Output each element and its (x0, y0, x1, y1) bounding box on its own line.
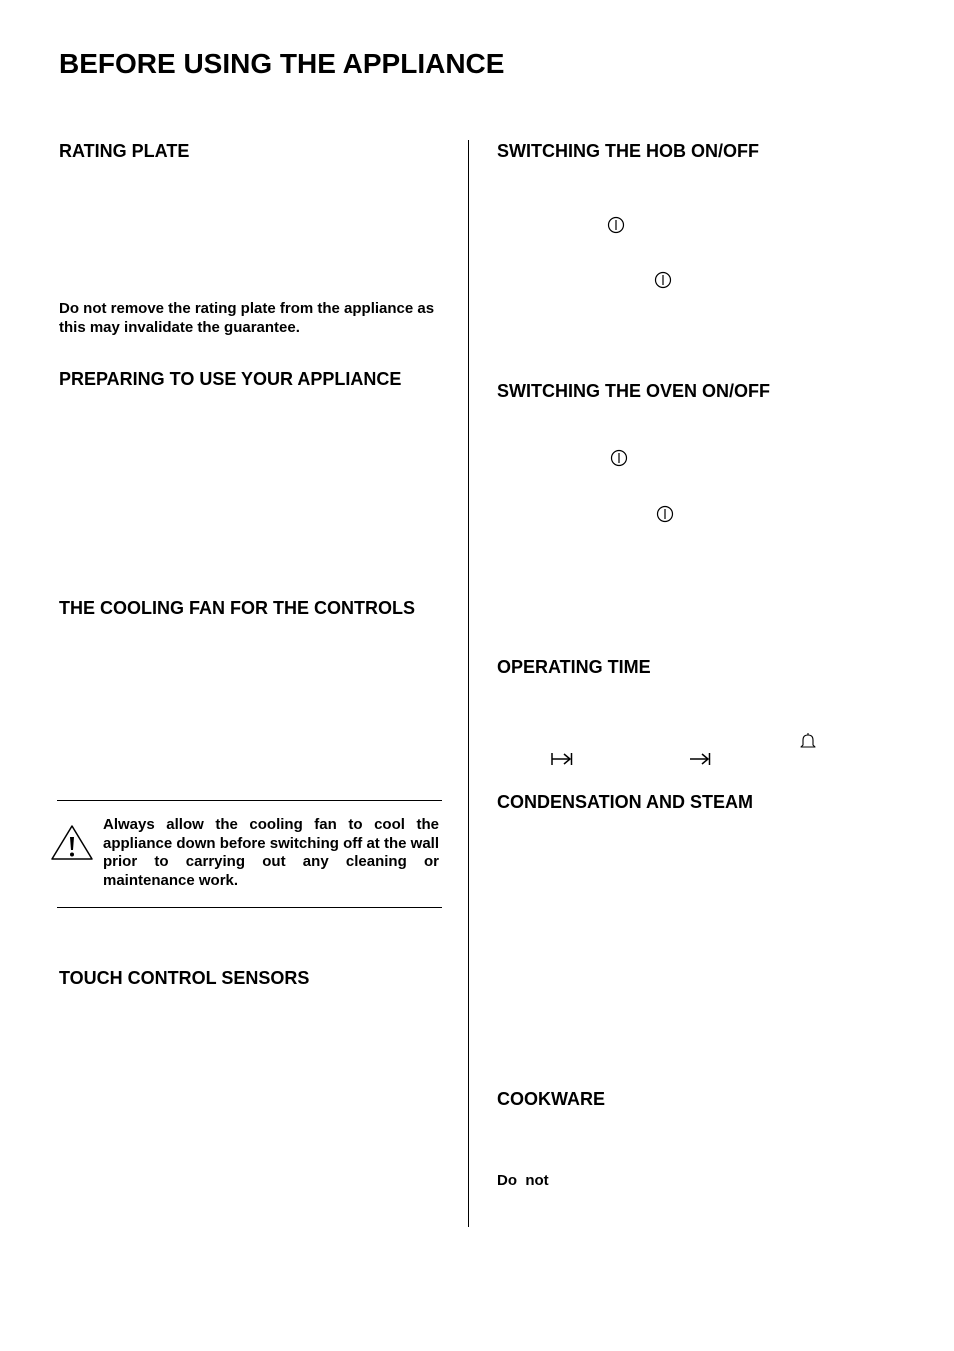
condensation-heading: CONDENSATION AND STEAM (497, 792, 753, 812)
cooling-fan-heading: THE COOLING FAN FOR THE CONTROLS (59, 598, 415, 618)
cookware-heading: COOKWARE (497, 1089, 605, 1109)
power-icon (610, 449, 628, 467)
hob-heading: SWITCHING THE HOB ON/OFF (497, 141, 759, 161)
column-divider (468, 140, 469, 1227)
cooling-fan-caution: Always allow the cooling fan to cool the appliance down before switching off at the wall prior to carrying out any cleaning or maintenance work. (103, 816, 439, 889)
warning-top-rule (57, 800, 442, 801)
oven-heading: SWITCHING THE OVEN ON/OFF (497, 381, 770, 401)
warning-triangle-icon (50, 824, 94, 862)
duration-icon (550, 751, 574, 767)
rating-plate-heading: RATING PLATE (59, 141, 190, 161)
end-time-icon (688, 751, 712, 767)
page-title: BEFORE USING THE APPLIANCE (59, 48, 505, 79)
power-icon (656, 505, 674, 523)
touch-control-heading: TOUCH CONTROL SENSORS (59, 968, 310, 988)
operating-time-heading: OPERATING TIME (497, 657, 651, 677)
power-icon (654, 271, 672, 289)
bell-icon (799, 732, 817, 750)
cookware-note: Do not (497, 1172, 549, 1189)
preparing-heading: PREPARING TO USE YOUR APPLIANCE (59, 369, 402, 389)
warning-bottom-rule (57, 907, 442, 908)
power-icon (607, 216, 625, 234)
rating-plate-warning: Do not remove the rating plate from the appliance as this may invalidate the guarantee. (59, 300, 435, 336)
